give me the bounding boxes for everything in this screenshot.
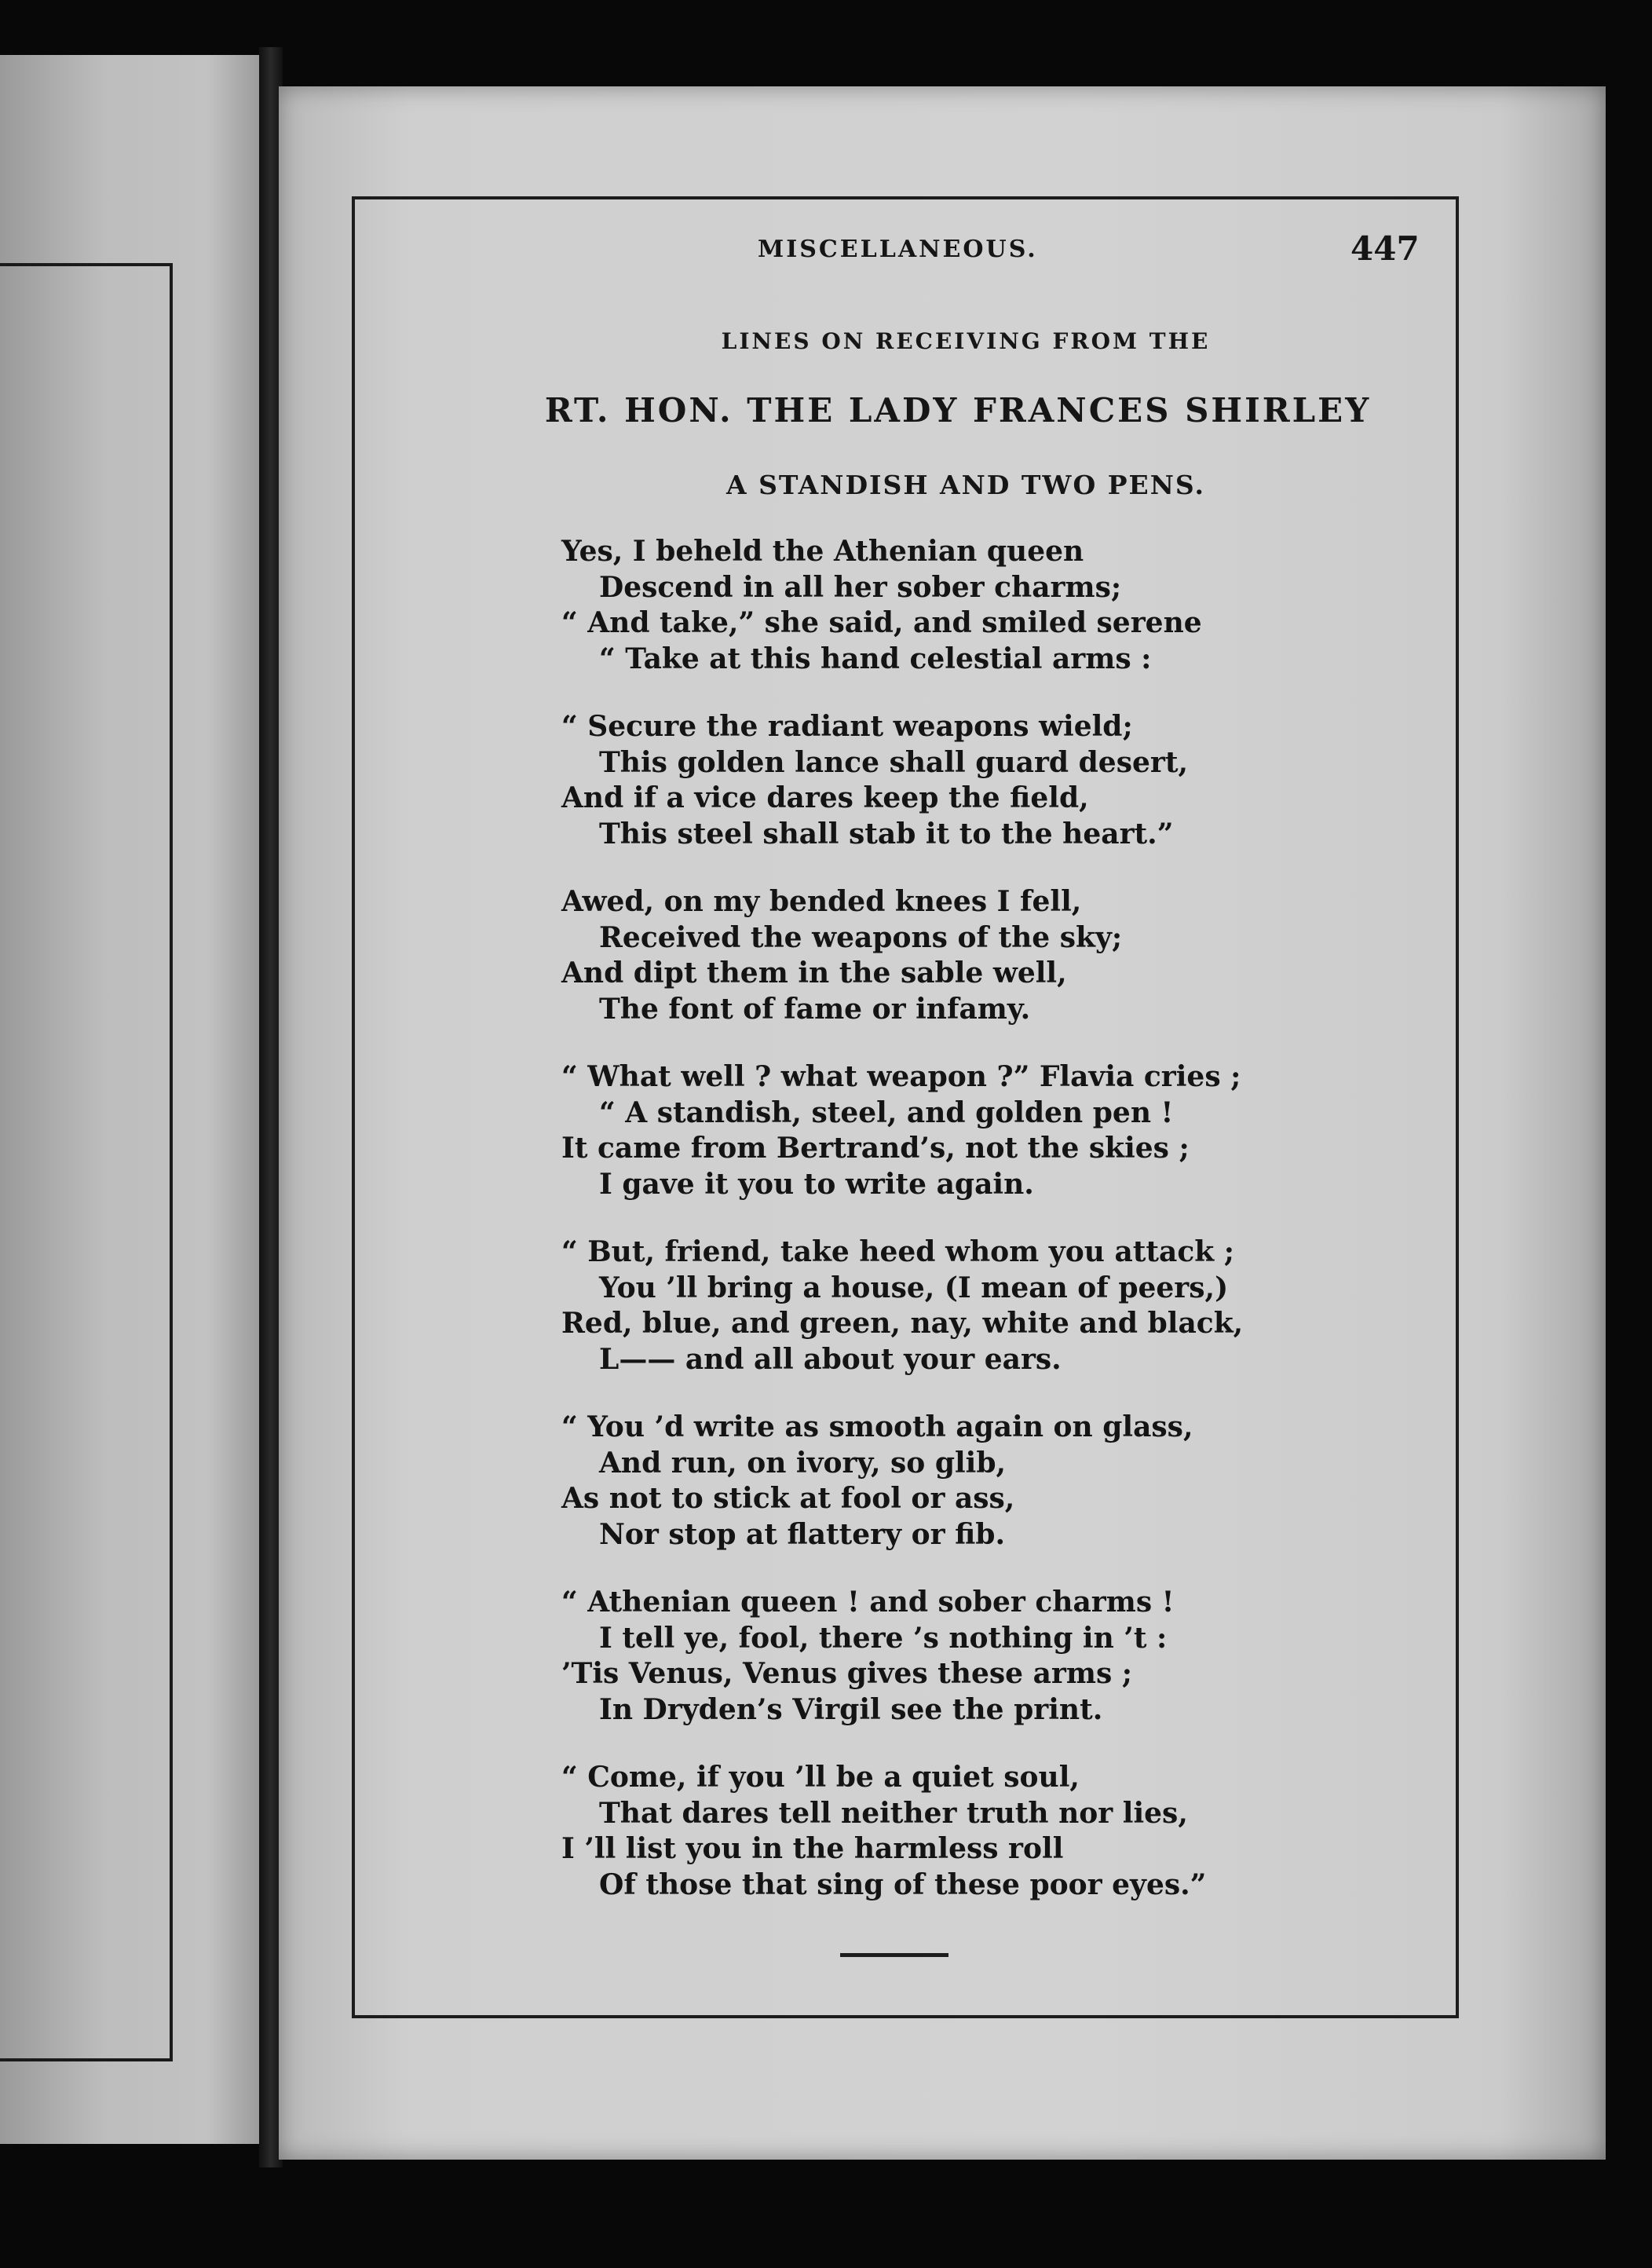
poem-line: This steel shall stab it to the heart.” (599, 817, 1174, 850)
poem-line: Received the weapons of the sky; (599, 920, 1123, 954)
poem-line: And if a vice dares keep the field, (561, 781, 1089, 814)
stanza (561, 534, 1347, 677)
poem-subtitle: A STANDISH AND TWO PENS. (726, 470, 1205, 500)
poem-line: In Dryden’s Virgil see the print. (599, 1692, 1103, 1726)
poem-line: “ And take,” she said, and smiled serene (561, 606, 1202, 639)
stanza (561, 1235, 1347, 1377)
page-number: 447 (1350, 229, 1420, 268)
poem-line: And dipt them in the sable well, (561, 957, 1067, 990)
poem-line: Red, blue, and green, nay, white and black, (561, 1307, 1244, 1340)
poem-line: “ A standish, steel, and golden pen ! (599, 1096, 1174, 1129)
poem-line: “ But, friend, take heed whom you attack ; (561, 1235, 1235, 1268)
poem-line: “ What well ? what weapon ?” Flavia cries ; (561, 1060, 1241, 1093)
poem-line: Of those that sing of these poor eyes.” (599, 1867, 1207, 1901)
poem-line: ’Tis Venus, Venus gives these arms ; (561, 1657, 1133, 1690)
poem-line: I ’ll list you in the harmless roll (561, 1832, 1064, 1865)
stanza (561, 1585, 1347, 1728)
poem-line: I tell ye, fool, there ’s nothing in ’t : (599, 1621, 1168, 1655)
poem-line: I gave it you to write again. (599, 1167, 1034, 1201)
previous-page-edge (0, 55, 259, 2144)
poem-line: This golden lance shall guard desert, (599, 745, 1188, 779)
poem-line: The font of fame or infamy. (599, 992, 1031, 1026)
poem-line: Descend in all her sober charms; (599, 570, 1122, 604)
stanza (561, 709, 1347, 852)
previous-page-border (0, 263, 173, 2061)
poem-line: And run, on ivory, so glib, (599, 1446, 1007, 1480)
poem-line: “ Secure the radiant weapons wield; (561, 710, 1133, 743)
poem-line: “ Athenian queen ! and sober charms ! (561, 1586, 1175, 1619)
stanza (561, 1059, 1347, 1202)
end-rule-divider (840, 1953, 948, 1957)
stanza (561, 884, 1347, 1027)
poem-line: Nor stop at flattery or fib. (599, 1517, 1005, 1551)
poem-line: That dares tell neither truth nor lies, (599, 1796, 1188, 1830)
poem-title-line-2: RT. HON. THE LADY FRANCES SHIRLEY (544, 391, 1372, 430)
running-head: MISCELLANEOUS. (758, 236, 1038, 263)
poem-line: Awed, on my bended knees I fell, (561, 885, 1082, 918)
poem-line: You ’ll bring a house, (I mean of peers,) (599, 1271, 1229, 1304)
poem-line: Yes, I beheld the Athenian queen (561, 535, 1084, 568)
poem-line: “ Take at this hand celestial arms : (599, 642, 1152, 675)
poem-line: “ Come, if you ’ll be a quiet soul, (561, 1761, 1080, 1794)
stanza (561, 1410, 1347, 1553)
poem-line: As not to stick at fool or ass, (561, 1482, 1015, 1515)
poem-line: It came from Bertrand’s, not the skies ; (561, 1132, 1190, 1165)
poem-line: “ You ’d write as smooth again on glass, (561, 1410, 1193, 1443)
poem-body (561, 534, 1347, 1935)
poem-line: L—— and all about your ears. (599, 1342, 1062, 1376)
poem-title-line-1: LINES ON RECEIVING FROM THE (721, 328, 1211, 354)
stanza (561, 1760, 1347, 1903)
